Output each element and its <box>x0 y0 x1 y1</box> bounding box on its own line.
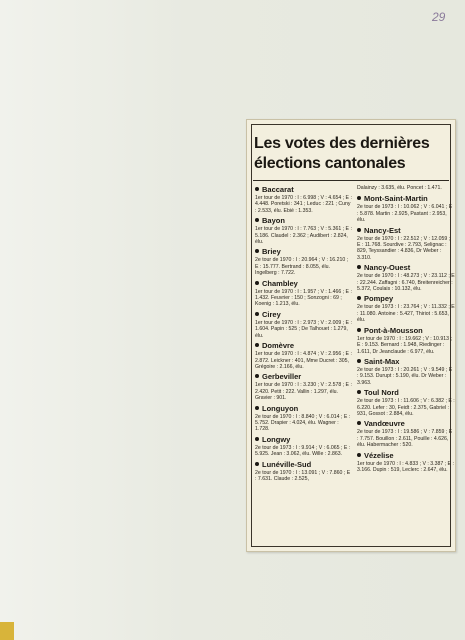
canton-entry <box>357 388 455 417</box>
canton-entry <box>357 326 455 355</box>
bullet-icon <box>357 359 361 363</box>
canton-name <box>255 216 353 226</box>
canton-name <box>357 419 455 429</box>
bullet-icon <box>255 281 259 285</box>
canton-entry <box>255 185 353 214</box>
vote-result: 2e tour de 1970 : I : 8.840 ; V : 6.014 ; E : 5.752. Drapier : 4.024, élu. Wagner : 1.728. <box>255 413 351 433</box>
canton-label: Lunéville-Sud <box>262 459 312 469</box>
canton-name <box>357 263 455 273</box>
canton-entry <box>357 357 455 386</box>
canton-entry <box>255 404 353 433</box>
canton-name <box>357 357 455 367</box>
vote-result: 2e tour de 1970 : I : 22.512 ; V : 12.059 ; E : 11.768. Sourdive : 2.793, Selignac : 829, Teyssandier : 4.836, Dr Weber : 3.310. <box>357 235 451 261</box>
canton-label: Pont-à-Mousson <box>364 325 423 335</box>
vote-result: 1er tour de 1970 : I : 6.998 ; V : 4.654 ; E : 4.448. Poretski : 341 ; Leduc : 221 ; Cuny : 2.533, élu. Ebié : 1.353. <box>255 195 352 214</box>
canton-label: Longwy <box>262 434 291 444</box>
vote-result: 1er tour de 1970 : I : 4.833 ; V : 3.387 ; E : 3.166. Dupin : 519, Leclerc : 2.647, élu. <box>357 460 454 473</box>
canton-label: Domèvre <box>262 341 295 351</box>
canton-label: Briey <box>262 247 281 257</box>
canton-name <box>357 326 455 336</box>
headline: Les votes des dernières élections cantonales <box>254 135 430 172</box>
canton-label: Longuyon <box>262 403 299 413</box>
canton-label: Vandœuvre <box>364 419 405 429</box>
canton-entry <box>255 460 353 483</box>
canton-entry <box>357 263 455 292</box>
vote-result: 2e tour de 1973 : I : 23.764 ; V : 11.332 ; E : 11.080. Antoine : 5.427, Thiriot : 5.653, élu. <box>357 304 455 324</box>
bullet-icon <box>357 228 361 232</box>
vote-result: 1er tour de 1970 : I : 19.662 ; V : 10.913 ; E : 9.153. Bernard : 1.948, Riedinger : 1.611, Dr Jeanclaude : 6.977, élu. <box>357 335 452 355</box>
canton-label: Bayon <box>262 216 285 226</box>
canton-entry <box>357 226 455 262</box>
canton-name <box>357 451 455 461</box>
canton-entry <box>357 294 455 323</box>
canton-name <box>357 294 455 304</box>
canton-name <box>255 341 353 351</box>
vote-result: 1er tour de 1970 : I : 1.957 ; V : 1.466 ; E : 1.432. Feuvrier : 150 ; Sonzogni : 69 ; Koenig : 1.213, élu. <box>255 288 352 308</box>
canton-name <box>255 404 353 414</box>
bullet-icon <box>255 249 259 253</box>
bullet-icon <box>357 421 361 425</box>
canton-entry <box>255 216 353 245</box>
bullet-icon <box>255 218 259 222</box>
canton-label: Pompey <box>364 294 394 304</box>
canton-name <box>357 226 455 236</box>
bullet-icon <box>357 328 361 332</box>
canton-label: Saint-Max <box>364 356 400 366</box>
vote-result: 1er tour de 1970 : I : 7.763 ; V : 5.361 ; E : 5.186. Claudel : 2.362 ; Audibert : 2.824, élu. <box>255 226 352 246</box>
canton-label: Gerbeviller <box>262 372 302 382</box>
canton-name <box>255 310 353 320</box>
canton-label: Toul Nord <box>364 388 399 398</box>
vote-result: 2e tour de 1973 : I : 19.586 ; V : 7.859 ; E : 7.757. Bouillon : 2.611, Pouille : 4.626, élu. Habermacher : 520. <box>357 429 453 449</box>
canton-entry <box>357 419 455 448</box>
vote-result: 2e tour de 1970 : I : 13.091 ; V : 7.860 ; E : 7.631. Claude : 2.525, <box>255 469 351 482</box>
left-column <box>255 185 353 484</box>
vote-result: 1er tour de 1970 : I : 4.874 ; V : 2.956 ; E : 2.872. Leickner : 401, Mme Ducret : 305, Grégoire : 2.166, élu. <box>255 351 352 370</box>
headline-rule <box>253 180 449 181</box>
canton-label: Vézelise <box>364 450 394 460</box>
canton-label: Nancy-Est <box>364 225 401 235</box>
canton-label: Nancy-Ouest <box>364 263 411 273</box>
bullet-icon <box>357 265 361 269</box>
vote-result: 1er tour de 1970 : I : 3.230 ; V : 2.578 ; E : 2.420. Petit : 222. Vallin : 1.297, élu. Gravier : 901. <box>255 382 352 402</box>
vote-result: 2e tour de 1970 : I : 48.273 ; V : 23.112 ; E : 22.244. Zaffagni : 6.740, Breitenreicher : 5.372, Coulais : 10.132, élu. <box>357 273 455 293</box>
bullet-icon <box>255 343 259 347</box>
bullet-icon <box>255 187 259 191</box>
bullet-icon <box>357 390 361 394</box>
canton-name <box>357 194 455 204</box>
canton-name <box>255 185 353 195</box>
canton-entry <box>357 194 455 223</box>
canton-entry <box>255 279 353 308</box>
vote-result: 2e tour de 1973 : I : 9.914 ; V : 6.065 ; E : 5.925. Jean : 3.062, élu. Wille : 2.863. <box>255 444 351 458</box>
canton-label: Chambley <box>262 278 298 288</box>
bullet-icon <box>255 437 259 441</box>
bullet-icon <box>255 374 259 378</box>
canton-name <box>255 435 353 445</box>
vote-result: 2e tour de 1973 : I : 10.062 ; V : 6.041 ; E : 5.878. Martin : 2.925, Pastant : 2.953, élu. <box>357 204 453 224</box>
newspaper-clipping <box>246 119 456 552</box>
canton-entry <box>255 310 353 339</box>
canton-entry <box>357 451 455 474</box>
canton-entry <box>255 372 353 401</box>
canton-entry <box>255 247 353 276</box>
canton-name <box>255 247 353 257</box>
bullet-icon <box>357 453 361 457</box>
binder-tab <box>0 622 14 640</box>
vote-result: 2e tour de 1973 : I : 20.261 ; V : 9.549 ; E : 9.153. Durupt : 5.190, élu. Dr Weber : 3.963. <box>357 366 453 386</box>
bullet-icon <box>255 312 259 316</box>
bullet-icon <box>357 296 361 300</box>
right-column <box>357 185 455 475</box>
bullet-icon <box>255 406 259 410</box>
page-number: 29 <box>432 10 446 24</box>
canton-label: Baccarat <box>262 185 294 194</box>
vote-result: 1er tour de 1970 : I : 2.973 ; V : 2.009 ; E : 1.604. Papin : 525 ; De Talhouet : 1.279, élu. <box>255 319 352 339</box>
canton-entry <box>255 341 353 370</box>
canton-label: Mont-Saint-Martin <box>364 194 428 204</box>
vote-result: 2e tour de 1970 : I : 20.964 ; V : 16.210 ; E : 15.777. Bertrand : 8.055, élu. Ingelberg : 7.722. <box>255 257 349 277</box>
continuation-text: Dalainzy : 3.635, élu. Poncet : 1.471. <box>357 185 442 191</box>
canton-name <box>255 460 353 470</box>
canton-label: Cirey <box>262 309 281 319</box>
vote-result: 2e tour de 1973 : I : 11.606 ; V : 6.382 ; E : 6.220. Lefer : 30, Feidt : 2.375, Gabriel : 931, Gossot : 2.884, élu. <box>357 398 455 417</box>
canton-name <box>255 279 353 289</box>
bullet-icon <box>357 196 361 200</box>
canton-name <box>357 388 455 398</box>
canton-entry <box>255 435 353 458</box>
canton-name <box>255 372 353 382</box>
bullet-icon <box>255 462 259 466</box>
